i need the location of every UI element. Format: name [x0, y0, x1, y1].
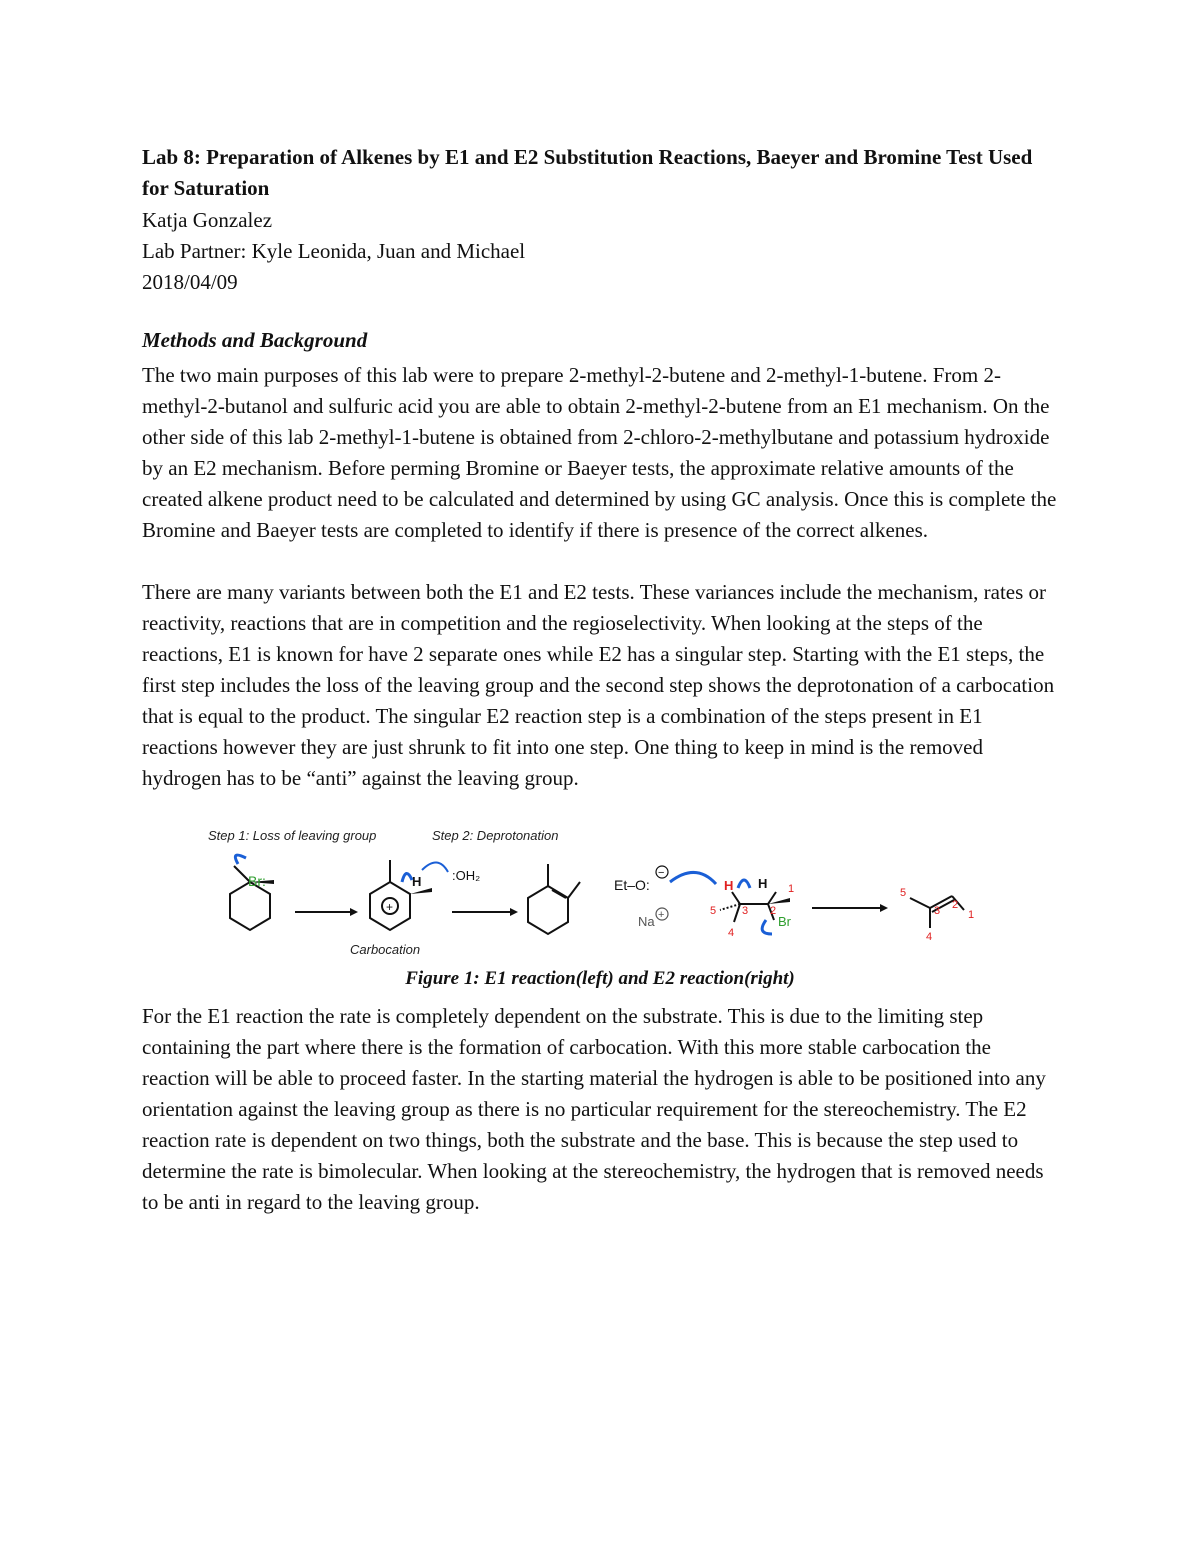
paragraph-variants: There are many variants between both the E1 and E2 tests. These variances include the mechanism, rates or reactivity, reactions that are in competition and the regioselectivity. When looking at the steps of the reactions, E1 is known for have 2 separate ones while E2 has a singular step. Starting with the E1 steps, the first step includes the loss of the leaving group and the second step shows the deprotonation of a carbocation that is equal to the product. The singular E2 reaction step is a combination of the steps present in E1 reactions however they are just shrunk to fit into one step. One thing to keep in mind is the removed hydrogen has to be “anti” against the leaving group.: [142, 580, 1055, 790]
step2-label: Step 2: Deprotonation: [432, 828, 559, 843]
carbon-number-5: 5: [710, 905, 717, 917]
curved-arrow-icon: [738, 880, 750, 888]
sodium-charge: +: [658, 909, 665, 921]
carbon-number-1: 1: [788, 883, 795, 895]
carbocation-label: Carbocation: [350, 942, 421, 957]
sodium-label: Na: [638, 914, 655, 929]
curved-arrow-icon: [670, 872, 716, 884]
ethoxide-label: Et–O:: [614, 877, 650, 893]
bromine-e2-label: Br: [778, 914, 791, 929]
reaction-scheme-figure: [200, 822, 1000, 962]
author-name: Katja Gonzalez: [142, 208, 273, 232]
bromine-label: Br:: [248, 873, 266, 889]
section-heading: Methods and Background: [142, 328, 368, 352]
carbon-number-2: 2: [770, 905, 777, 917]
product-number-1: 1: [968, 909, 975, 921]
hydrogen-black-label: H: [758, 876, 768, 891]
figure-caption: Figure 1: E1 reaction(left) and E2 reaction(right): [405, 968, 795, 989]
paragraph-rates: For the E1 reaction the rate is completely dependent on the substrate. This is due to the limiting step containing the part where there is the formation of carbocation. With this more stable carbocation the reaction will be able to proceed faster. In the starting material the hydrogen is able to be positioned into any orientation against the leaving group as there is no particular requirement for the stereochemistry. The E2 reaction rate is dependent on two things, both the substrate and the base. This is because the step used to determine the rate is bimolecular. When looking at the stereochemistry, the hydrogen that is removed needs to be anti in regard to the leaving group.: [142, 1004, 1046, 1214]
curved-arrow-icon: [762, 920, 772, 934]
product-number-2: 2: [952, 899, 959, 911]
hydrogen-label: H: [412, 874, 422, 889]
water-label: :OH₂: [452, 868, 481, 883]
arrowhead-icon: [880, 904, 888, 912]
arrowhead-icon: [510, 908, 518, 916]
curved-arrow-icon: [402, 873, 412, 882]
negative-charge: −: [658, 867, 665, 879]
carbon-number-3: 3: [742, 905, 749, 917]
paragraph-purpose: The two main purposes of this lab were to prepare 2-methyl-2-butene and 2-methyl-1-butene. From 2-methyl-2-butanol and sulfuric acid you are able to obtain 2-methyl-2-butene from an E1 mechanism. On the other side of this lab 2-methyl-1-butene is obtained from 2-chloro-2-methylbutane and potassium hydroxide by an E2 mechanism. Before perming Bromine or Baeyer tests, the approximate relative amounts of the created alkene product need to be calculated and determined by using GC analysis. Once this is complete the Bromine and Baeyer tests are completed to identify if there is presence of the correct alkenes.: [142, 363, 1057, 542]
product-number-5: 5: [900, 887, 907, 899]
carbon-number-4: 4: [728, 927, 735, 939]
lab-partners: Lab Partner: Kyle Leonida, Juan and Michael: [142, 239, 526, 263]
product-number-4: 4: [926, 931, 933, 943]
document-title: Lab 8: Preparation of Alkenes by E1 and E2 Substitution Reactions, Baeyer and Bromine Test Used for Saturation: [142, 145, 1033, 200]
document-date: 2018/04/09: [142, 270, 238, 294]
document-meta: [142, 205, 1062, 298]
step1-label: Step 1: Loss of leaving group: [208, 828, 377, 843]
alkene-product-e1: [528, 864, 580, 934]
arrowhead-icon: [350, 908, 358, 916]
curved-arrow-icon: [422, 862, 448, 872]
positive-charge: +: [386, 900, 394, 914]
curved-arrow-icon: [235, 855, 246, 864]
product-number-3: 3: [934, 905, 941, 917]
hydrogen-red-label: H: [724, 878, 734, 893]
